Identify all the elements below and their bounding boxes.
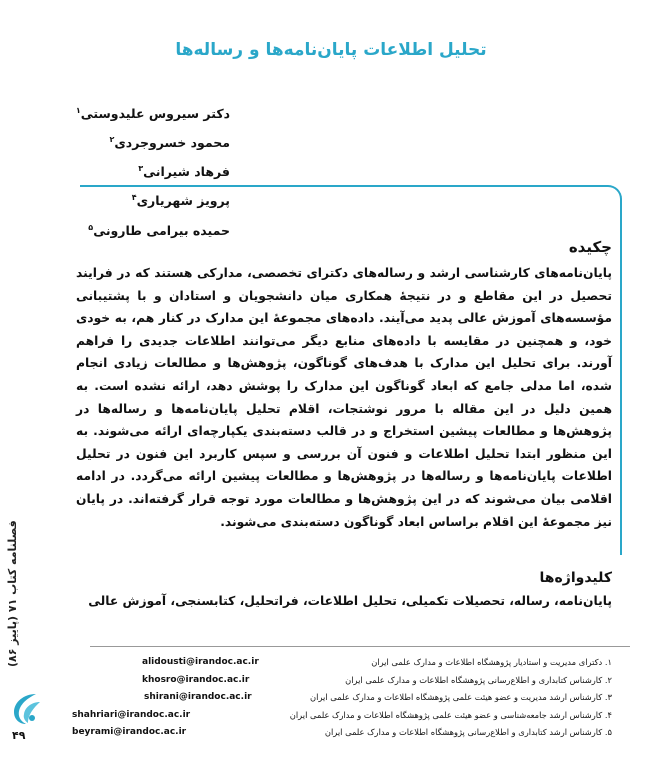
footnote-email: shahriari@irandoc.ac.ir <box>72 709 191 720</box>
author-footnote-ref: ۵ <box>88 222 94 232</box>
keywords-heading: کلیدواژه‌ها <box>539 570 612 586</box>
footnote-email: beyrami@irandoc.ac.ir <box>72 727 187 737</box>
author-footnote-ref: ۴ <box>131 193 137 203</box>
keywords-body: پایان‌نامه، رساله، تحصیلات تکمیلی، تحلیل اطلاعات، فراتحلیل، کتابسنجی، آموزش عالی <box>88 594 612 608</box>
footnote-text: ۳. کارشناس ارشد مدیریت و عضو هیئت علمی پژوهشگاه اطلاعات و مدارک علمی ایران <box>310 692 612 702</box>
author-footnote-ref: ۱ <box>75 106 81 115</box>
author-1 <box>40 98 230 127</box>
footnote-4 <box>52 707 612 725</box>
author-2 <box>40 127 230 156</box>
footnote-text: ۲. کارشناس کتابداری و اطلاع‌رسانی پژوهشگاه اطلاعات و مدارک علمی ایران <box>345 674 612 685</box>
journal-logo-icon <box>6 688 46 728</box>
author-3 <box>40 156 230 185</box>
footnote-email: alidousti@irandoc.ac.ir <box>142 657 259 667</box>
footnote-2 <box>52 672 612 690</box>
article-title: تحلیل اطلاعات پایان‌نامه‌ها و رساله‌ها <box>175 40 487 60</box>
author-name: محمود خسروجردی <box>114 135 230 151</box>
author-name: دکتر سیروس علیدوستی <box>80 106 230 122</box>
footnote-5 <box>52 724 612 742</box>
footnote-email: khosro@irandoc.ac.ir <box>142 674 250 685</box>
author-name: پرویز شهریاری <box>136 193 230 209</box>
author-footnote-ref: ۲ <box>109 135 115 145</box>
footnote-text: ۱. دکترای مدیریت و استادیار پژوهشگاه اطلاعات و مدارک علمی ایران <box>371 657 612 667</box>
footnotes <box>52 654 612 742</box>
footnote-3 <box>52 689 612 707</box>
journal-running-head: فصلنامه کتاب ۷۱ (پاییز ۸۶) <box>6 520 19 667</box>
author-name: فرهاد شیرانی <box>143 164 230 180</box>
abstract-body: پایان‌نامه‌های کارشناسی ارشد و رساله‌های دکترای تخصصی، مدارکی هستند که در فرایند تحصیل در این مقاطع و در نتیجهٔ همکاری میان دانشجویان و استادان و با پشتیبانی مؤسسه‌های آموزش عالی پدید می‌آیند. داده‌های مجموعهٔ این مدارک در کنار هم، به خودی خود، و همچنین در مقایسه با داده‌های منابع دیگر می‌توانند اطلاعات جدیدی را فراهم آورند. برای تحلیل این مدارک با هدف‌های گوناگون، پژوهش‌ها و مطالعات زیادی انجام شده، اما مدلی جامع که ابعاد گوناگون این مدارک را پوشش دهد، ارائه نشده است. به همین دلیل در این مقاله با مرور نوشتجات، اقلام تحلیل پایان‌نامه‌ها و رساله‌ها در پژوهش‌ها و مطالعات پیشین استخراج و در قالب دسته‌بندی یکپارچه‌ای ارائه می‌شوند. به این منظور ابتدا تحلیل اطلاعات و فنون آن بررسی و سپس کاربرد این فنون در تحلیل اطلاعات پایان‌نامه‌ها و رساله‌ها در پژوهش‌ها و مطالعات پیشین ارائه می‌گردد. در ادامه اقلامی بیان می‌شوند که در این پژوهش‌ها و مطالعات مورد توجه قرار گرفته‌اند. در پایان نیز مجموعهٔ این اقلام براساس ابعاد گوناگون دسته‌بندی می‌شوند. <box>76 266 612 529</box>
page-number: ۴۹ <box>12 729 26 742</box>
footnote-text: ۵. کارشناس ارشد کتابداری و اطلاع‌رسانی پژوهشگاه اطلاعات و مدارک علمی ایران <box>324 727 612 737</box>
footnote-divider <box>90 646 630 647</box>
author-name: حمیده بیرامی طارونی <box>93 222 230 238</box>
footnote-text: ۴. کارشناس ارشد جامعه‌شناسی و عضو هیئت علمی پژوهشگاه اطلاعات و مدارک علمی ایران <box>289 709 612 720</box>
author-footnote-ref: ۳ <box>138 164 144 174</box>
abstract-heading: چکیده <box>568 238 612 256</box>
footnote-1 <box>52 654 612 672</box>
footnote-email: shirani@irandoc.ac.ir <box>144 692 252 702</box>
